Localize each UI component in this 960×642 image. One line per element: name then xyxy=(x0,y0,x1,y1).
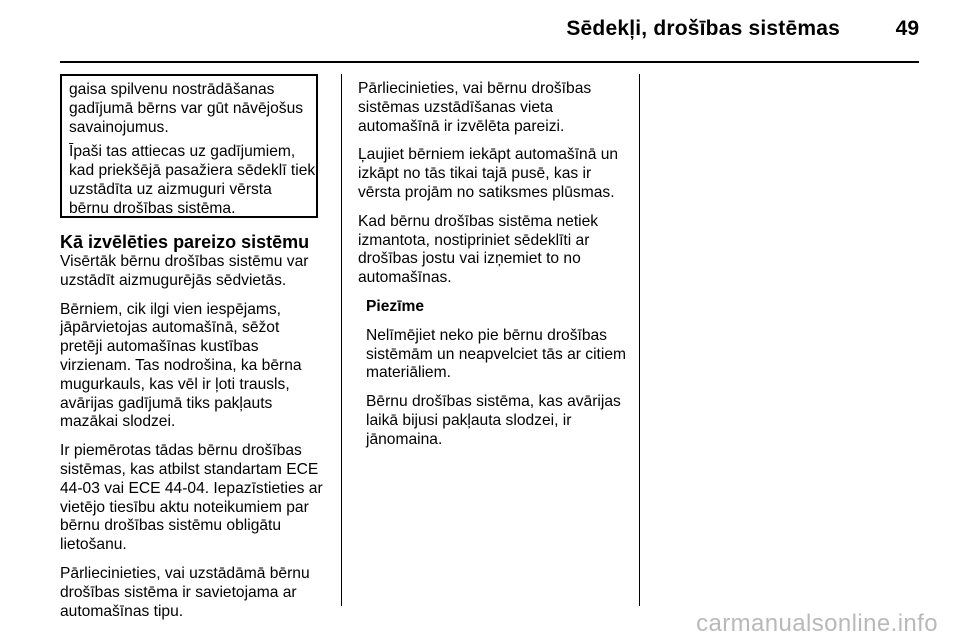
header-rule xyxy=(60,61,919,63)
column-divider-2 xyxy=(639,74,640,606)
page-header-title: Sēdekļi, drošības sistēmas xyxy=(566,17,840,40)
paragraph: Bērniem, cik ilgi vien iespējams, jāpārvietojas automašīnā, sēžot pretēji automašīnas kustības virzienam. Tas nodrošina, ka bērna mugurkauls, kas vēl ir ļoti trausls, avārijas gadījumā tiks pakļauts mazākai slodzei. xyxy=(60,300,302,431)
warning-text-2: Īpaši tas attiecas uz gadījumiem, kad priekšējā pasažiera sēdeklī tiek uzstādīta uz aizmuguri vērsta bērnu drošības sistēma. xyxy=(69,143,316,217)
left-column-body xyxy=(60,253,325,631)
right-column-body xyxy=(358,80,630,460)
paragraph: Ļaujiet bērniem iekāpt automašīnā un izkāpt no tās tikai tajā pusē, kas ir vērsta projām no satiksmes plūsmas. xyxy=(358,146,619,201)
paragraph: Pārliecinieties, vai uzstādāmā bērnu drošības sistēma ir savietojama ar automašīnas tipu. xyxy=(60,564,310,620)
watermark: carmanualsonline.info xyxy=(696,610,938,637)
paragraph: Kad bērnu drošības sistēma netiek izmantota, nostipriniet sēdeklīti ar drošības jostu vai izņemiet to no automašīnas. xyxy=(358,212,599,287)
note-text-2: Bērnu drošības sistēma, kas avārijas laikā bijusi pakļauta slodzei, ir jānomaina. xyxy=(366,393,621,448)
note-text-1: Nelīmējiet neko pie bērnu drošības sistēmām un neapvelciet tās ar citiem materiāliem. xyxy=(366,326,626,382)
warning-box xyxy=(60,74,318,218)
paragraph: Ir piemērotas tādas bērnu drošības sistēmas, kas atbilst standartam ECE 44-03 vai ECE 44-04. Iepazīstieties ar vietējo tiesību aktu noteikumiem par bērnu drošības sistēmu obligātu lietošanu. xyxy=(60,442,323,554)
note-block xyxy=(366,298,630,450)
page-number: 49 xyxy=(895,17,919,40)
paragraph: Pārliecinieties, vai bērnu drošības sistēmas uzstādīšanas vieta automašīnā ir izvēlēta pareizi. xyxy=(358,80,592,135)
note-title: Piezīme xyxy=(366,297,425,315)
section-heading: Kā izvēlēties pareizo sistēmu xyxy=(60,232,310,252)
paragraph: Visērtāk bērnu drošības sistēmu var uzstādīt aizmugurējās sēdvietās. xyxy=(60,253,309,289)
column-divider-1 xyxy=(341,74,342,606)
warning-text-1: gaisa spilvenu nostrādāšanas gadījumā bērns var gūt nāvējošus savainojumus. xyxy=(69,81,304,136)
